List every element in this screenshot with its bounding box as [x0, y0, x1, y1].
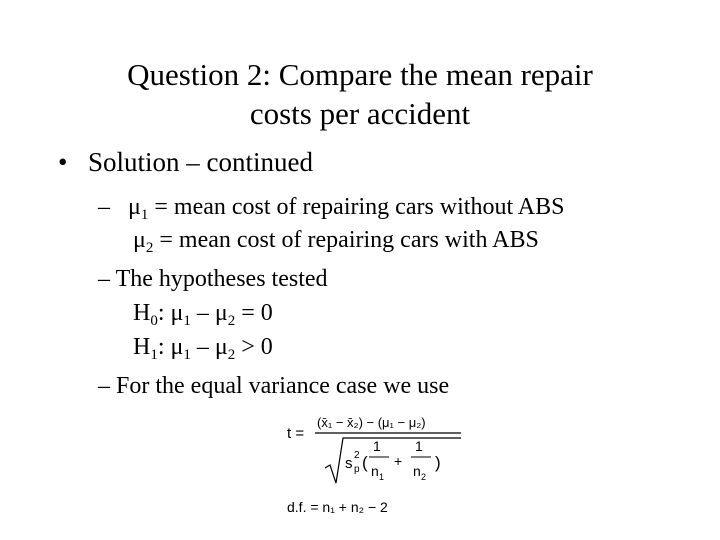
title-line-1: Question 2: Compare the mean repair: [127, 57, 593, 92]
formula-plus: +: [394, 453, 403, 469]
formula-one-b: 1: [415, 438, 423, 454]
bullet-dot-icon: •: [58, 147, 68, 177]
alternative-hypothesis: $H_1$: $\mu_1 - \mu_2 > 0$: [133, 334, 273, 363]
formula-one-a: 1: [373, 438, 381, 454]
formula-svg: [285, 410, 485, 525]
degrees-of-freedom: d.f. = n₁ + n₂ − 2: [287, 499, 388, 515]
title-line-2: costs per accident: [249, 96, 471, 131]
null-hypothesis: $H_0$: $\mu_1 - \mu_2 = 0$: [133, 300, 273, 329]
formula-n2: n: [413, 463, 421, 479]
slide-title: [60, 55, 660, 133]
formula-s-sup: 2: [354, 450, 360, 461]
definition-mu1: – $\mu_1$ = mean cost of repairing cars without ABS: [98, 194, 565, 223]
formula-paren-close: ): [435, 453, 441, 472]
formula-t-label: t =: [287, 425, 305, 442]
formula-n2-sub: 2: [421, 472, 427, 482]
equal-variance-text: – For the equal variance case we use: [98, 373, 450, 399]
bullet-item: [58, 145, 313, 179]
t-statistic-formula: [285, 410, 485, 525]
formula-paren-open: (: [362, 453, 368, 472]
bullet-text: Solution – continued: [88, 147, 313, 177]
formula-n1-sub: 1: [379, 472, 385, 482]
formula-numerator: (x̄₁ − x̄₂) − (μ₁ − μ₂): [317, 415, 426, 430]
hypotheses-heading: – The hypotheses tested: [98, 266, 328, 292]
formula-s-sub: p: [354, 464, 360, 475]
formula-s: s: [345, 455, 353, 472]
definition-mu2: $\mu_2$ = mean cost of repairing cars with ABS: [133, 227, 539, 256]
formula-n1: n: [371, 463, 379, 479]
